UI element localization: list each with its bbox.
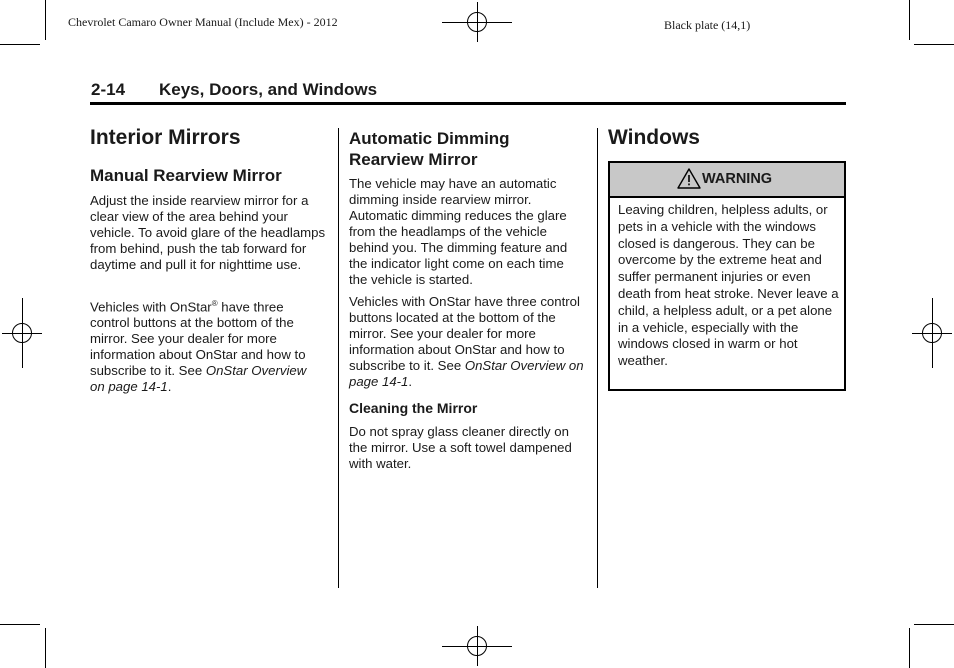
subheading-cleaning-the-mirror: Cleaning the Mirror [349, 400, 478, 416]
column-divider [597, 128, 598, 588]
page-number: 2-14 [91, 80, 126, 99]
heading-windows: Windows [608, 126, 700, 149]
warning-box [608, 161, 846, 391]
paragraph: Do not spray glass cleaner directly on the mirror. Use a soft towel dampened with water. [349, 424, 572, 471]
cross-reference: OnStar Overview on page 14‑1 [90, 363, 307, 395]
warning-triangle-icon [677, 168, 701, 193]
crop-mark [45, 0, 46, 40]
warning-text: Leaving children, helpless adults, or pets in a vehicle with the windows closed is dangerous. They can be overcome by the extreme heat and suffer permanent injuries or even death from heat stroke. Never leave a child, a helpless adult, or a pet alone in a vehicle, especially with the windows closed in warm or hot weather. [618, 202, 839, 369]
crop-mark [0, 624, 40, 625]
crop-mark [914, 624, 954, 625]
column-divider [338, 128, 339, 588]
heading-interior-mirrors: Interior Mirrors [90, 126, 241, 149]
paragraph: Adjust the inside rearview mirror for a clear view of the area behind your vehicle. To avoid glare of the headlamps from behind, push the tab forward for daytime and pull it for nighttime use. [90, 193, 326, 272]
crop-mark [909, 628, 910, 668]
crop-mark [914, 44, 954, 45]
section-title: Keys, Doors, and Windows [159, 80, 378, 99]
paragraph: The vehicle may have an automatic dimming inside rearview mirror. Automatic dimming reduces the glare from the headlamps of the vehicle behind you. The dimming feature and the indicator light come on each time the vehicle is started. [349, 176, 568, 287]
running-header-left: Chevrolet Camaro Owner Manual (Include Mex) - 2012 [68, 15, 338, 29]
crop-mark [45, 628, 46, 668]
cross-reference: OnStar Overview on page 14‑1 [349, 358, 584, 389]
paragraph: Vehicles with OnStar® have three control buttons at the bottom of the mirror. See your dealer for more information about OnStar and how to subscribe to it. See OnStar Overview on page 14‑1. [90, 299, 307, 395]
section-header [90, 80, 846, 105]
warning-header [610, 163, 844, 198]
heading-automatic-dimming: Automatic Dimming Rearview Mirror [349, 129, 510, 169]
crop-mark [909, 0, 910, 40]
paragraph: Vehicles with OnStar have three control buttons located at the bottom of the mirror. See your dealer for more information about OnStar and how to subscribe to it. See OnStar Overview on page 14‑1. [349, 294, 584, 389]
warning-label: WARNING [702, 171, 773, 187]
crop-mark [0, 44, 40, 45]
running-header-right: Black plate (14,1) [664, 18, 751, 32]
subheading-manual-rearview-mirror: Manual Rearview Mirror [90, 166, 282, 185]
